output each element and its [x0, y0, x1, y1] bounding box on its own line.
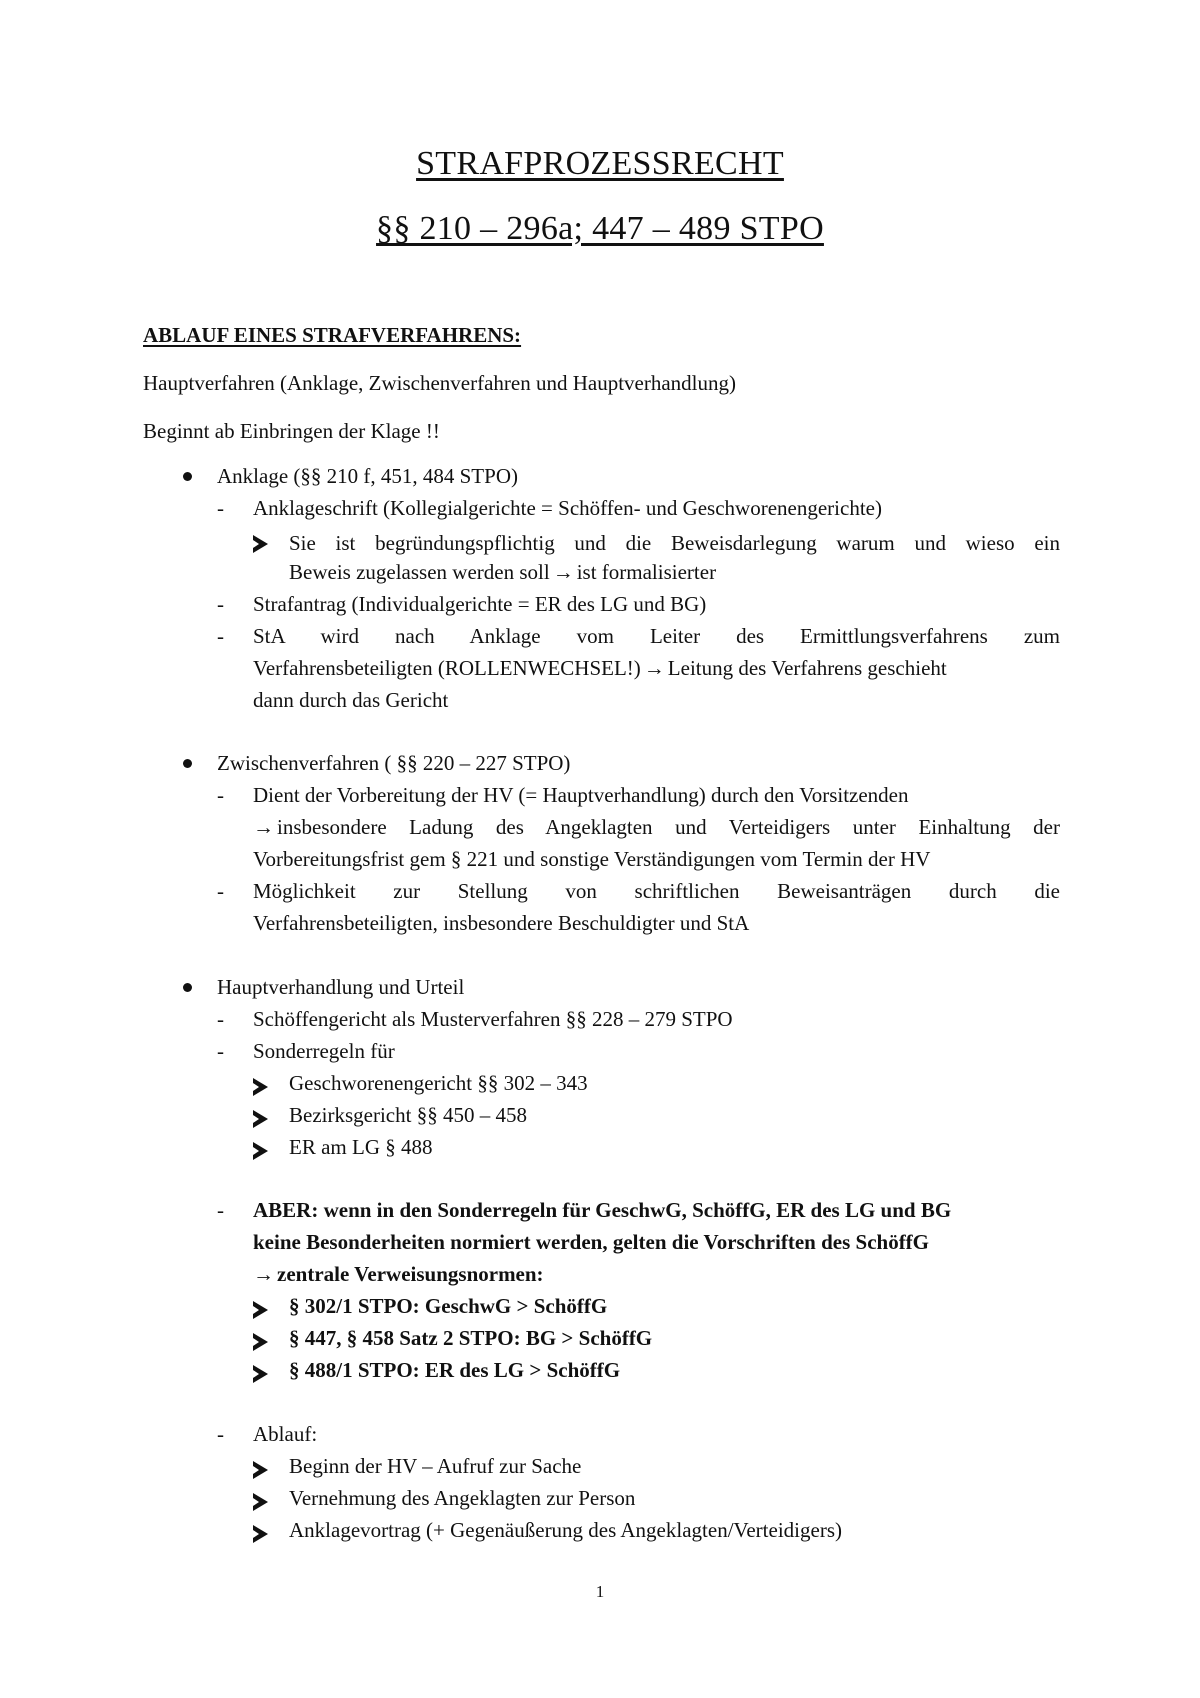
intro-line-1: Hauptverfahren (Anklage, Zwischenverfahren und Hauptverhandlung)	[143, 371, 737, 395]
dash-icon: -	[217, 1007, 224, 1031]
zwischen-item-1-text: insbesondere Ladung des Angeklagten und Verteidigers unter Einhaltung der	[277, 815, 1060, 839]
arrowhead-bullet-icon	[253, 1301, 268, 1319]
anklage-label: Anklage (§§ 210 f, 451, 484 STPO)	[217, 464, 518, 488]
bullet-icon	[183, 983, 192, 992]
arrowhead-bullet-icon	[253, 1110, 268, 1128]
dash-icon: -	[217, 624, 224, 648]
anklage-item-1-sub-text: Beweis zugelassen werden soll	[289, 560, 550, 584]
document-subtitle: §§ 210 – 296a; 447 – 489 STPO	[376, 210, 824, 247]
arrowhead-bullet-icon	[253, 1142, 268, 1160]
anklage-item-1: Anklageschrift (Kollegialgerichte = Schöffen- und Geschworenengerichte)	[253, 496, 882, 520]
haupt-item-2-sub-2: Bezirksgericht §§ 450 – 458	[289, 1103, 527, 1127]
haupt-item-3-line-1: ABER: wenn in den Sonderregeln für GeschwG, SchöffG, ER des LG und BG	[253, 1198, 952, 1222]
dash-icon: -	[217, 592, 224, 616]
haupt-item-3-line-2: keine Besonderheiten normiert werden, gelten die Vorschriften des SchöffG	[253, 1230, 930, 1254]
haupt-item-3-sub-3: § 488/1 STPO: ER des LG > SchöffG	[289, 1358, 621, 1382]
dash-icon: -	[217, 879, 224, 903]
anklage-item-1-sub-line-1: Sie ist begründungspflichtig und die Beweisdarlegung warum und wieso ein	[289, 531, 1060, 555]
page-number: 1	[595, 1582, 605, 1601]
anklage-item-1-sub-line-2	[289, 559, 716, 586]
zwischen-item-1-line-3: Vorbereitungsfrist gem § 221 und sonstige Verständigungen vom Termin der HV	[253, 847, 931, 871]
section-heading: ABLAUF EINES STRAFVERFAHRENS:	[143, 323, 522, 347]
haupt-item-1: Schöffengericht als Musterverfahren §§ 228 – 279 STPO	[253, 1007, 733, 1031]
anklage-item-3-tail: Leitung des Verfahrens geschieht	[667, 656, 947, 680]
arrow-right-icon: →	[253, 815, 274, 839]
arrow-right-icon: →	[552, 560, 574, 584]
arrow-right-icon: →	[253, 1262, 274, 1286]
intro-line-2: Beginnt ab Einbringen der Klage !!	[143, 419, 440, 443]
haupt-item-3-line-3	[253, 1261, 544, 1288]
haupt-item-3-sub-1: § 302/1 STPO: GeschwG > SchöffG	[289, 1294, 608, 1318]
haupt-item-4-sub-3: Anklagevortrag (+ Gegenäußerung des Angeklagten/Verteidigers)	[289, 1518, 842, 1542]
arrowhead-bullet-icon	[253, 1333, 268, 1351]
dash-icon: -	[217, 1198, 224, 1222]
anklage-item-3-line-2	[253, 655, 947, 682]
arrowhead-bullet-icon	[253, 1078, 268, 1096]
anklage-item-1-sub-tail: ist formalisierter	[576, 560, 717, 584]
dash-icon: -	[217, 1039, 224, 1063]
zwischen-item-2-line-1: Möglichkeit zur Stellung von schriftlichen Beweisanträgen durch die	[253, 879, 1060, 903]
arrowhead-bullet-icon	[253, 1525, 268, 1543]
bullet-icon	[183, 472, 192, 481]
haupt-item-4: Ablauf:	[253, 1422, 318, 1446]
haupt-item-2-sub-1: Geschworenengericht §§ 302 – 343	[289, 1071, 588, 1095]
arrowhead-bullet-icon	[253, 1493, 268, 1511]
document-title: STRAFPROZESSRECHT	[416, 145, 784, 182]
bullet-icon	[183, 759, 192, 768]
haupt-item-3-sub-2: § 447, § 458 Satz 2 STPO: BG > SchöffG	[289, 1326, 653, 1350]
arrowhead-bullet-icon	[253, 1461, 268, 1479]
haupt-item-4-sub-2: Vernehmung des Angeklagten zur Person	[289, 1486, 636, 1510]
dash-icon: -	[217, 496, 224, 520]
anklage-item-2: Strafantrag (Individualgerichte = ER des LG und BG)	[253, 592, 707, 616]
haupt-item-2: Sonderregeln für	[253, 1039, 395, 1063]
anklage-item-3-line-1: StA wird nach Anklage vom Leiter des Ermittlungsverfahrens zum	[253, 624, 1060, 648]
arrow-right-icon: →	[643, 656, 665, 680]
zwischen-item-2-line-2: Verfahrensbeteiligten, insbesondere Beschuldigter und StA	[253, 911, 750, 935]
arrowhead-bullet-icon	[253, 1365, 268, 1383]
haupt-item-2-sub-3: ER am LG § 488	[289, 1135, 433, 1159]
haupt-item-4-sub-1: Beginn der HV – Aufruf zur Sache	[289, 1454, 582, 1478]
anklage-item-3-text: Verfahrensbeteiligten (ROLLENWECHSEL!)	[253, 656, 641, 680]
dash-icon: -	[217, 1422, 224, 1446]
haupt-item-3-text: zentrale Verweisungsnormen:	[277, 1262, 544, 1286]
dash-icon: -	[217, 783, 224, 807]
anklage-item-3-line-3: dann durch das Gericht	[253, 688, 449, 712]
zwischen-item-1-line-1: Dient der Vorbereitung der HV (= Hauptverhandlung) durch den Vorsitzenden	[253, 783, 909, 807]
haupt-label: Hauptverhandlung und Urteil	[217, 975, 465, 999]
zwischen-label: Zwischenverfahren ( §§ 220 – 227 STPO)	[217, 751, 571, 775]
arrowhead-bullet-icon	[253, 535, 268, 553]
zwischen-item-1-line-2	[253, 814, 1060, 841]
